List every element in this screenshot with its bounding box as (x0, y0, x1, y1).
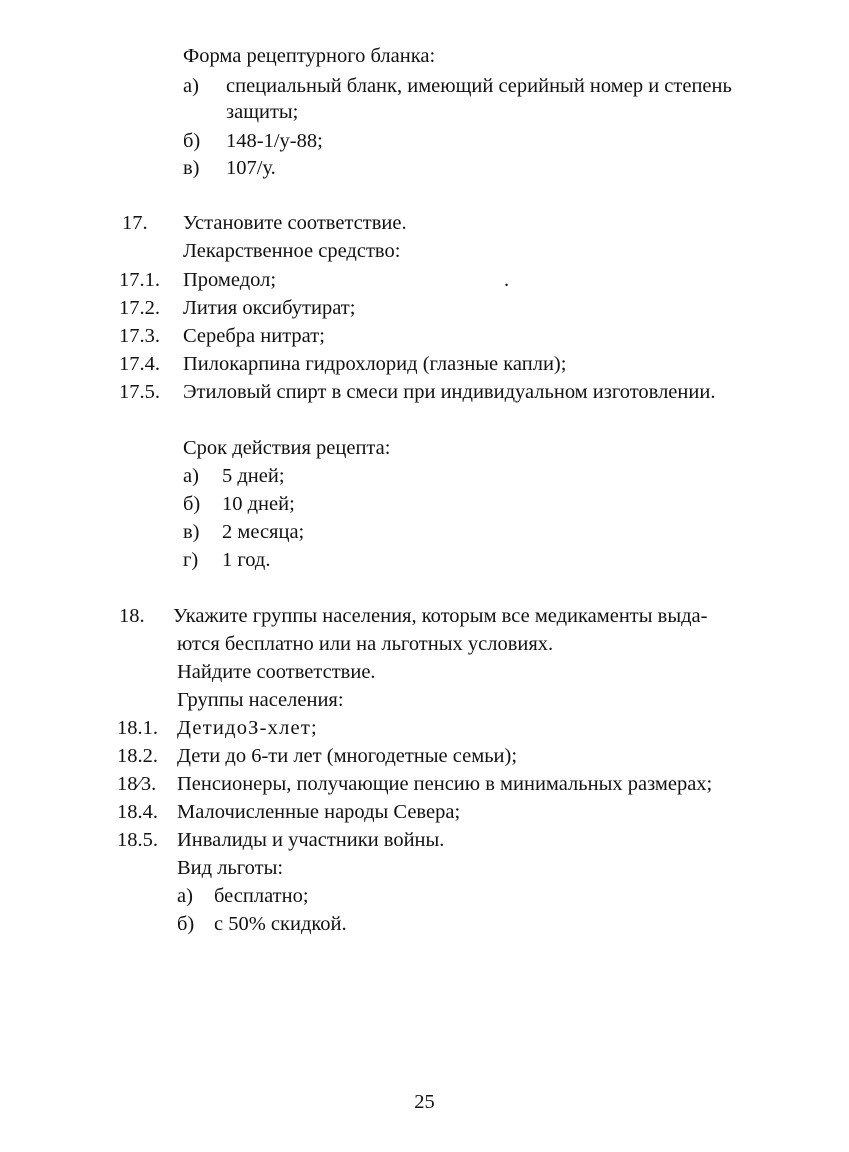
answer-marker: в) (183, 521, 200, 543)
question-instruction: Найдите соответствие. (177, 661, 376, 683)
item-text: Дети до 6-ти лет (многодетные семьи); (177, 745, 518, 767)
option-marker: б) (183, 130, 201, 152)
item-text: ДетидоЗ-хлет; (177, 717, 318, 739)
item-number: 18⁄3. (117, 773, 157, 795)
answer-text: 1 год. (222, 549, 271, 571)
option-text-continuation: защиты; (226, 101, 299, 123)
answer-marker: б) (183, 493, 201, 515)
item-text: Малочисленные народы Севера; (177, 801, 461, 823)
item-number: 18.4. (117, 801, 158, 823)
item-text: Лития оксибутират; (183, 297, 356, 319)
answer-text: 5 дней; (222, 465, 285, 487)
answer-text: 2 месяца; (222, 521, 305, 543)
option-marker: в) (183, 157, 200, 179)
answers-heading: Срок действия рецепта: (183, 437, 391, 459)
item-number: 18.5. (117, 829, 158, 851)
question-number: 17. (122, 212, 148, 234)
item-number: 18.1. (117, 717, 158, 739)
question-title-continuation: ются бесплатно или на льготных условиях. (177, 633, 554, 655)
question-subtitle: Лекарственное средство: (183, 240, 401, 262)
option-text: 148-1/у-88; (226, 130, 323, 152)
answers-heading: Вид льготы: (177, 857, 284, 879)
item-number: 17.1. (119, 269, 160, 291)
option-marker: а) (183, 75, 199, 97)
item-text: Этиловый спирт в смеси при индивидуальном изготовлении. (183, 381, 716, 403)
stray-mark: . (504, 269, 510, 291)
item-text: Инвалиды и участники войны. (177, 829, 445, 851)
answer-marker: г) (183, 549, 199, 571)
option-text: специальный бланк, имеющий серийный номер и степень (226, 75, 732, 97)
answer-text: 10 дней; (222, 493, 295, 515)
option-text: 107/у. (226, 157, 276, 179)
item-text: Пенсионеры, получающие пенсию в минимальных размерах; (177, 773, 713, 795)
answer-text: с 50% скидкой. (214, 913, 347, 935)
item-text: Серебра нитрат; (183, 325, 325, 347)
item-number: 17.5. (119, 381, 160, 403)
item-number: 17.3. (119, 325, 160, 347)
page-number: 25 (414, 1091, 435, 1113)
answer-text: бесплатно; (214, 885, 309, 907)
item-number: 18.2. (117, 745, 158, 767)
answer-marker: б) (177, 913, 195, 935)
question-title: Установите соответствие. (183, 212, 407, 234)
question-title: Укажите группы населения, которым все медикаменты выда- (173, 605, 708, 627)
item-text: Промедол; (183, 269, 277, 291)
answer-marker: а) (183, 465, 199, 487)
form-heading: Форма рецептурного бланка: (183, 45, 436, 67)
answer-marker: а) (177, 885, 193, 907)
item-number: 17.2. (119, 297, 160, 319)
item-text: Пилокарпина гидрохлорид (глазные капли); (183, 353, 567, 375)
question-number: 18. (119, 605, 145, 627)
item-number: 17.4. (119, 353, 160, 375)
question-subtitle: Группы населения: (177, 689, 344, 711)
